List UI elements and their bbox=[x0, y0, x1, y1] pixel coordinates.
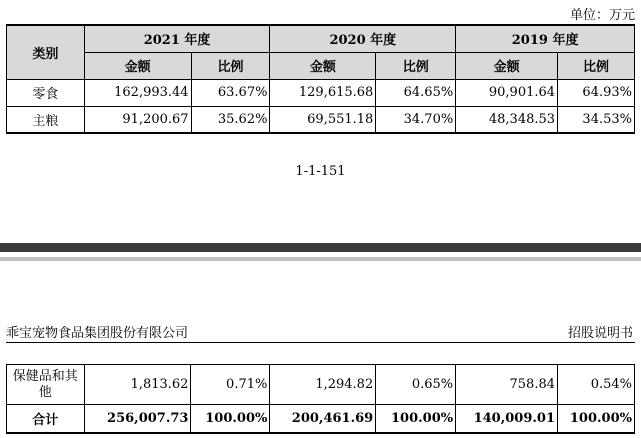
revenue-table-top bbox=[6, 24, 635, 134]
row-label: 保健品和其他 bbox=[7, 365, 85, 405]
cell-value: 162,993.44 bbox=[84, 79, 191, 106]
cell-value: 35.62% bbox=[191, 106, 270, 133]
amount-header: 金额 bbox=[84, 52, 191, 79]
cell-value: 256,007.73 bbox=[84, 405, 191, 433]
amount-header: 金额 bbox=[456, 52, 558, 79]
cell-value: 69,551.18 bbox=[270, 106, 376, 133]
category-header: 类别 bbox=[7, 25, 85, 79]
ratio-header: 比例 bbox=[558, 52, 635, 79]
ratio-header: 比例 bbox=[191, 52, 270, 79]
amount-header: 金额 bbox=[270, 52, 376, 79]
header-rule bbox=[6, 342, 635, 343]
cell-value: 91,200.67 bbox=[84, 106, 191, 133]
cell-value: 758.84 bbox=[456, 365, 558, 405]
unit-label: 单位：万元 bbox=[569, 8, 635, 23]
cell-value: 64.93% bbox=[558, 79, 635, 106]
cell-value: 1,294.82 bbox=[270, 365, 376, 405]
cell-value: 100.00% bbox=[191, 405, 270, 433]
cell-value: 140,009.01 bbox=[456, 405, 558, 433]
cell-value: 0.54% bbox=[558, 365, 635, 405]
cell-value: 64.65% bbox=[376, 79, 456, 106]
cell-value: 34.70% bbox=[376, 106, 456, 133]
total-row bbox=[7, 405, 635, 433]
year-header-2020: 2020 年度 bbox=[270, 25, 456, 52]
revenue-table-bottom bbox=[6, 364, 635, 434]
cell-value: 200,461.69 bbox=[270, 405, 376, 433]
cell-value: 90,901.64 bbox=[456, 79, 558, 106]
year-header-2019: 2019 年度 bbox=[456, 25, 635, 52]
ratio-header: 比例 bbox=[376, 52, 456, 79]
table-row bbox=[7, 365, 635, 405]
row-label: 合计 bbox=[7, 405, 85, 433]
year-header-2021: 2021 年度 bbox=[84, 25, 270, 52]
document-type: 招股说明书 bbox=[567, 326, 633, 341]
table-row bbox=[7, 79, 635, 106]
page-number: 1-1-151 bbox=[295, 164, 346, 179]
cell-value: 1,813.62 bbox=[84, 365, 191, 405]
cell-value: 0.65% bbox=[376, 365, 456, 405]
cell-value: 48,348.53 bbox=[456, 106, 558, 133]
row-label: 主粮 bbox=[7, 106, 85, 133]
cell-value: 100.00% bbox=[376, 405, 456, 433]
company-name: 乖宝宠物食品集团股份有限公司 bbox=[6, 326, 189, 341]
page-break-shadow bbox=[0, 257, 641, 261]
cell-value: 100.00% bbox=[558, 405, 635, 433]
cell-value: 129,615.68 bbox=[270, 79, 376, 106]
cell-value: 34.53% bbox=[558, 106, 635, 133]
table-row bbox=[7, 106, 635, 133]
cell-value: 63.67% bbox=[191, 79, 270, 106]
page-break-bar bbox=[0, 243, 641, 252]
cell-value: 0.71% bbox=[191, 365, 270, 405]
row-label: 零食 bbox=[7, 79, 85, 106]
